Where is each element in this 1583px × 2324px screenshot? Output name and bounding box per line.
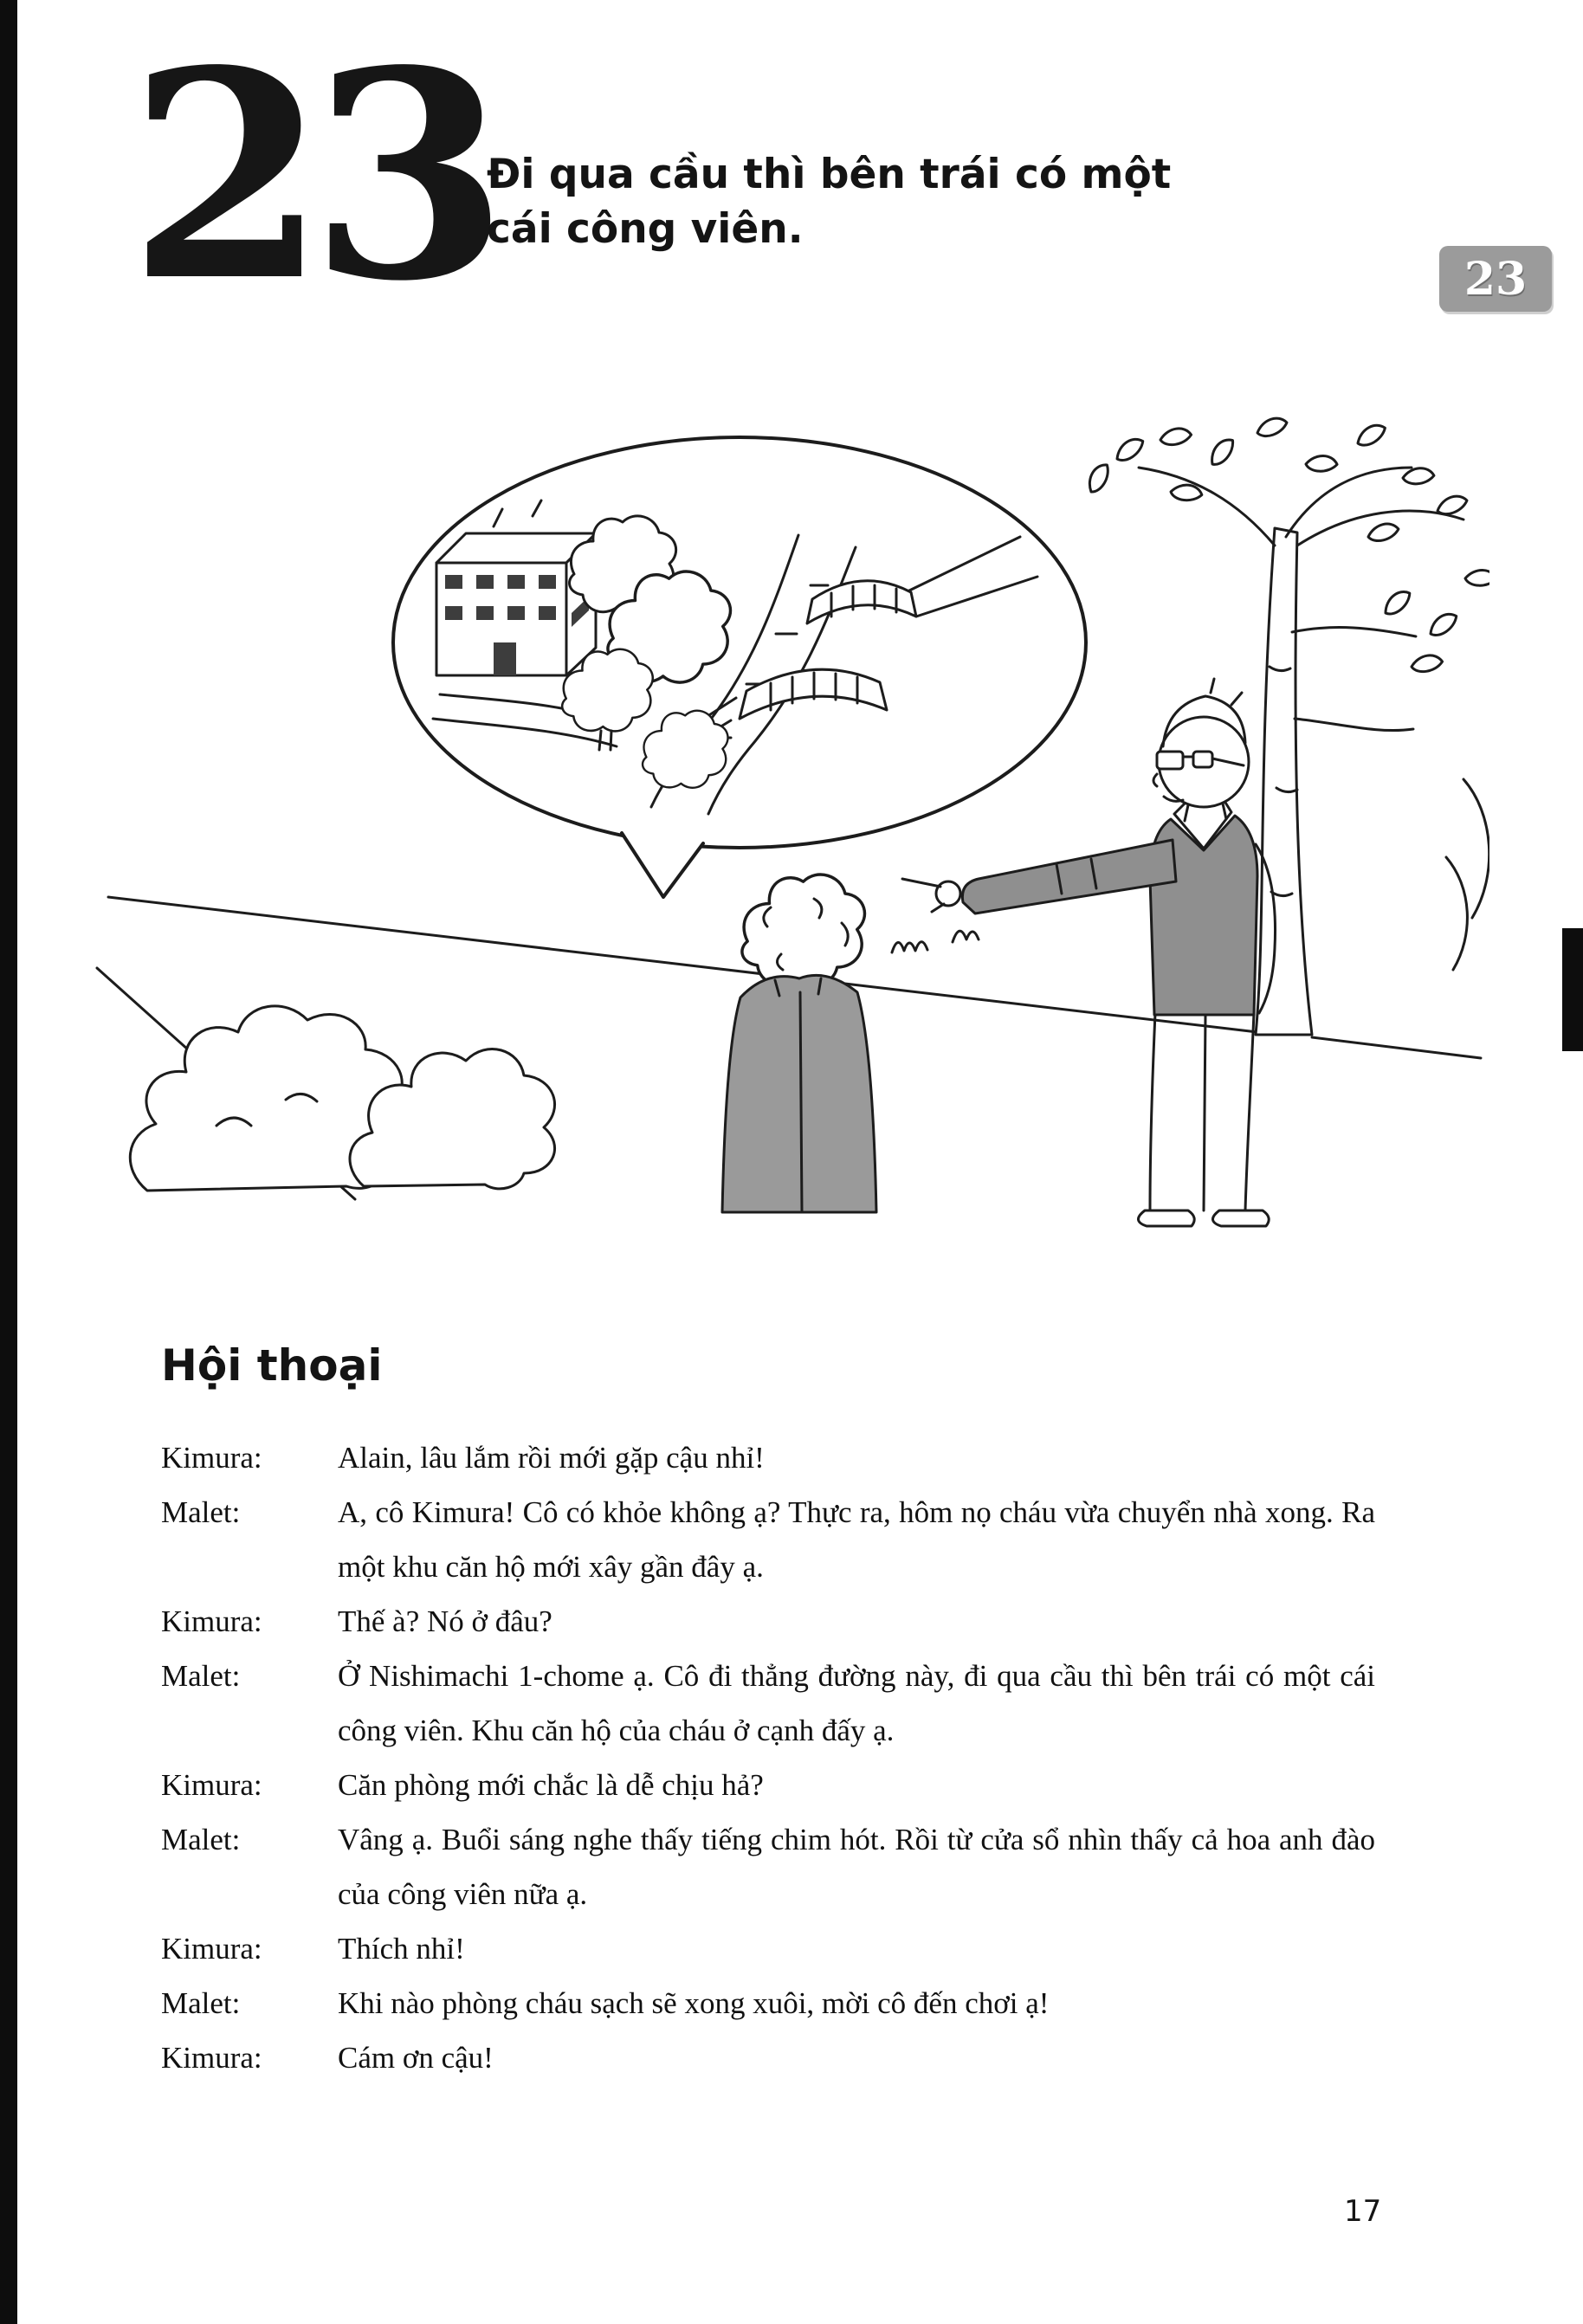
dialogue-row xyxy=(161,1649,1375,1758)
lesson-title-line1: Đi qua cầu thì bên trái có một xyxy=(487,151,1172,198)
dialogue-speaker: Malet: xyxy=(161,1659,241,1693)
dialogue-speaker: Kimura: xyxy=(161,1604,262,1638)
dialogue-text: Ở Nishimachi 1-chome ạ. Cô đi thẳng đường này, đi qua cầu thì bên trái có một cái công viên. Khu căn hộ của cháu ở cạnh đấy ạ. xyxy=(338,1659,1375,1747)
page-number: 17 xyxy=(1344,2194,1382,2229)
lesson-number-badge: 23 xyxy=(1439,246,1552,312)
lesson-number: 23 xyxy=(128,8,492,344)
dialogue-text: Căn phòng mới chắc là dễ chịu hả? xyxy=(338,1768,764,1802)
lesson-title-line2: cái công viên. xyxy=(487,205,804,254)
section-heading: Hội thoại xyxy=(161,1340,383,1391)
dialogue-row xyxy=(161,1485,1375,1594)
roadside-tree xyxy=(1082,418,1489,1035)
dialogue-text: Thích nhỉ! xyxy=(338,1932,465,1966)
woman-figure xyxy=(722,875,876,1212)
dialogue-block xyxy=(161,1430,1375,2085)
dialogue-speaker: Malet: xyxy=(161,1986,241,2020)
dialogue-row xyxy=(161,1758,1375,1812)
bushes xyxy=(130,1006,554,1191)
lesson-title xyxy=(487,147,1171,257)
dialogue-text: Alain, lâu lắm rồi mới gặp cậu nhỉ! xyxy=(338,1441,765,1475)
dialogue-row xyxy=(161,1812,1375,1921)
dialogue-text: Cám ơn cậu! xyxy=(338,2041,494,2075)
dialogue-speaker: Kimura: xyxy=(161,2041,262,2075)
dialogue-text: Thế à? Nó ở đâu? xyxy=(338,1604,552,1638)
dialogue-row xyxy=(161,2030,1375,2085)
grass-marks xyxy=(892,931,979,952)
dialogue-speaker: Kimura: xyxy=(161,1932,262,1966)
scene-drawing xyxy=(87,407,1489,1256)
dialogue-row xyxy=(161,1594,1375,1649)
dialogue-speaker: Malet: xyxy=(161,1495,241,1529)
dialogue-text: Vâng ạ. Buổi sáng nghe thấy tiếng chim hót. Rồi từ cửa sổ nhìn thấy cả hoa anh đào của công viên nữa ạ. xyxy=(338,1823,1375,1911)
dialogue-row xyxy=(161,1430,1375,1485)
dialogue-row xyxy=(161,1921,1375,1976)
right-edge-bar xyxy=(1562,928,1583,1051)
dialogue-text: A, cô Kimura! Cô có khỏe không ạ? Thực ra, hôm nọ cháu vừa chuyển nhà xong. Ra một khu căn hộ mới xây gần đây ạ. xyxy=(338,1495,1375,1584)
dialogue-speaker: Malet: xyxy=(161,1823,241,1856)
left-edge-strip xyxy=(0,0,17,2324)
dialogue-speaker: Kimura: xyxy=(161,1441,262,1475)
illustration xyxy=(87,407,1489,1256)
dialogue-text: Khi nào phòng cháu sạch sẽ xong xuôi, mời cô đến chơi ạ! xyxy=(338,1986,1050,2020)
dialogue-speaker: Kimura: xyxy=(161,1768,262,1802)
dialogue-row xyxy=(161,1976,1375,2030)
